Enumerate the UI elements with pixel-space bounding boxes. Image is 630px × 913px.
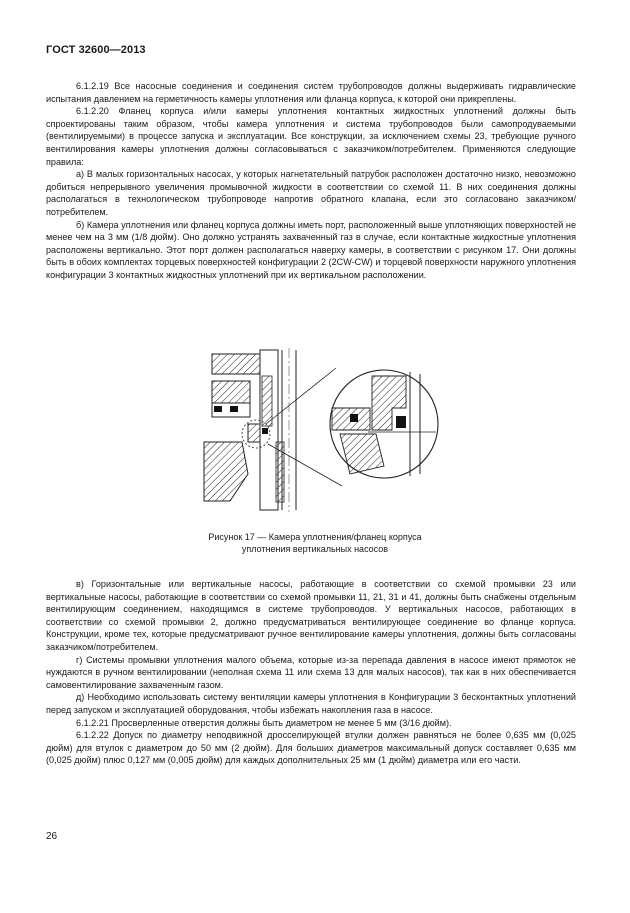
- sleeve-hatched-part: [262, 376, 272, 426]
- paragraph-6-1-2-22: 6.1.2.22 Допуск по диаметру неподвижной дросселирующей втулки должен равняться не более 0,635 мм (0,025 дюйм) для втулок с диаметром до 50 мм (2 дюйм). Для больших диаметров максимальный допуск составляет 0,635 мм (0,025 дюйм) плюс 0,127 мм (0,005 дюйм) для каждых дополнительных 25 мм (1 дюйм) диаметра или его части.: [46, 730, 576, 766]
- paragraph-rule-d: д) Необходимо использовать систему вентиляции камеры уплотнения в Конфигурации 3 бесконтактных уплотнений перед запуском и эксплуатацией оборудования, чтобы избежать накопления газа в насосе.: [46, 692, 576, 715]
- text-block-bottom: [46, 578, 576, 767]
- paragraph-rule-b: б) Камера уплотнения или фланец корпуса должны иметь порт, расположенный выше уплотняющих поверхностей не менее чем на 3 мм (1/8 дюйм). Оно должно устранять захваченный газ в случае, если контактные жидкостные уплотнения расположены вертикально. Этот порт должен располагаться наверху камеры, в соответствии с рисунком 17. Они должны быть в обоих комплектах торцевых поверхностей конфигурации 2 (2CW-CW) и торцевой поверхности наружного уплотнения конфигурации 3 контактных жидкостных уплотнений при их вертикальном расположении.: [46, 219, 576, 280]
- standard-header: ГОСТ 32600—2013: [46, 44, 146, 56]
- detail-o-ring-1: [350, 414, 358, 422]
- paragraph-rule-v: в) Горизонтальные или вертикальные насосы, работающие в соответствии со схемой промывки 23 или вертикальные насосы, работающие в соответствии со схемой промывки 11, 21, 31 и 41, должны быть снабжены отдельным вентилирующим соединением, находящимся в системе трубопроводов. У вертикальных насосов, работающих в соответствии со схемой промывки 2, должно предусматриваться вентилирующее соединение во фланце корпуса. Конструкции, кроме тех, которые предусматривают ручное вентилирование камеры уплотнения, должны быть согласованы заказчиком/потребителем.: [46, 579, 576, 652]
- paragraph-rule-g: г) Системы промывки уплотнения малого объема, которые из-за перепада давления в насосе имеют прямоток не нуждаются в ручном вентилировании (неполная схема 11 или схема 13 для малых насосов), так как в них обеспечивается самовентилирование захваченным газом.: [46, 654, 576, 690]
- detail-o-ring-2: [396, 416, 406, 428]
- figure-caption: [150, 531, 480, 556]
- seal-chamber-drawing: [200, 346, 440, 514]
- detail-flange-section: [340, 434, 384, 474]
- text-block-top: [46, 80, 576, 282]
- figure-caption-line-1: Рисунок 17 — Камера уплотнения/фланец корпуса: [208, 532, 422, 542]
- paragraph-6-1-2-20: 6.1.2.20 Фланец корпуса и/или камеры уплотнения контактных жидкостных уплотнений должны быть спроектированы таким образом, чтобы камера уплотнения и система трубопроводов были самопродуваемыми (вентилируемыми) в процессе запуска и эксплуатации. Все конструкции, за исключением схемы 23, требующие ручного вентилирования камеры уплотнения должны согласовываться с заказчиком/потребителем. Применяются следующие правила:: [46, 106, 576, 167]
- o-ring-1: [214, 406, 222, 412]
- figure-17-seal-chamber-drawing: [200, 346, 440, 514]
- figure-caption-line-2: уплотнения вертикальных насосов: [241, 544, 389, 555]
- o-ring-2: [230, 406, 238, 412]
- page-number: 26: [46, 831, 58, 842]
- o-ring-3: [262, 428, 268, 434]
- paragraph-6-1-2-19: 6.1.2.19 Все насосные соединения и соединения систем трубопроводов должны выдерживать гидравлические испытания давлением на герметичность камеры уплотнения или фланца корпуса, к которой они прикреплены.: [46, 81, 576, 104]
- paragraph-rule-a: а) В малых горизонтальных насосах, у которых нагнетательный патрубок расположен достаточно низко, невозможно добиться непрерывного увеличения промывочной жидкости в соответствии со схемой 11. В них соединения должны располагаться в технологическом трубопроводе напротив обратного клапана, если это согласовано заказчиком/потребителем.: [46, 169, 576, 217]
- seal-gland-section: [212, 381, 250, 403]
- paragraph-6-1-2-21: 6.1.2.21 Просверленные отверстия должны быть диаметром не менее 5 мм (3/16 дюйм).: [76, 717, 452, 728]
- housing-top-section: [212, 354, 260, 374]
- casing-flange-section: [204, 442, 248, 501]
